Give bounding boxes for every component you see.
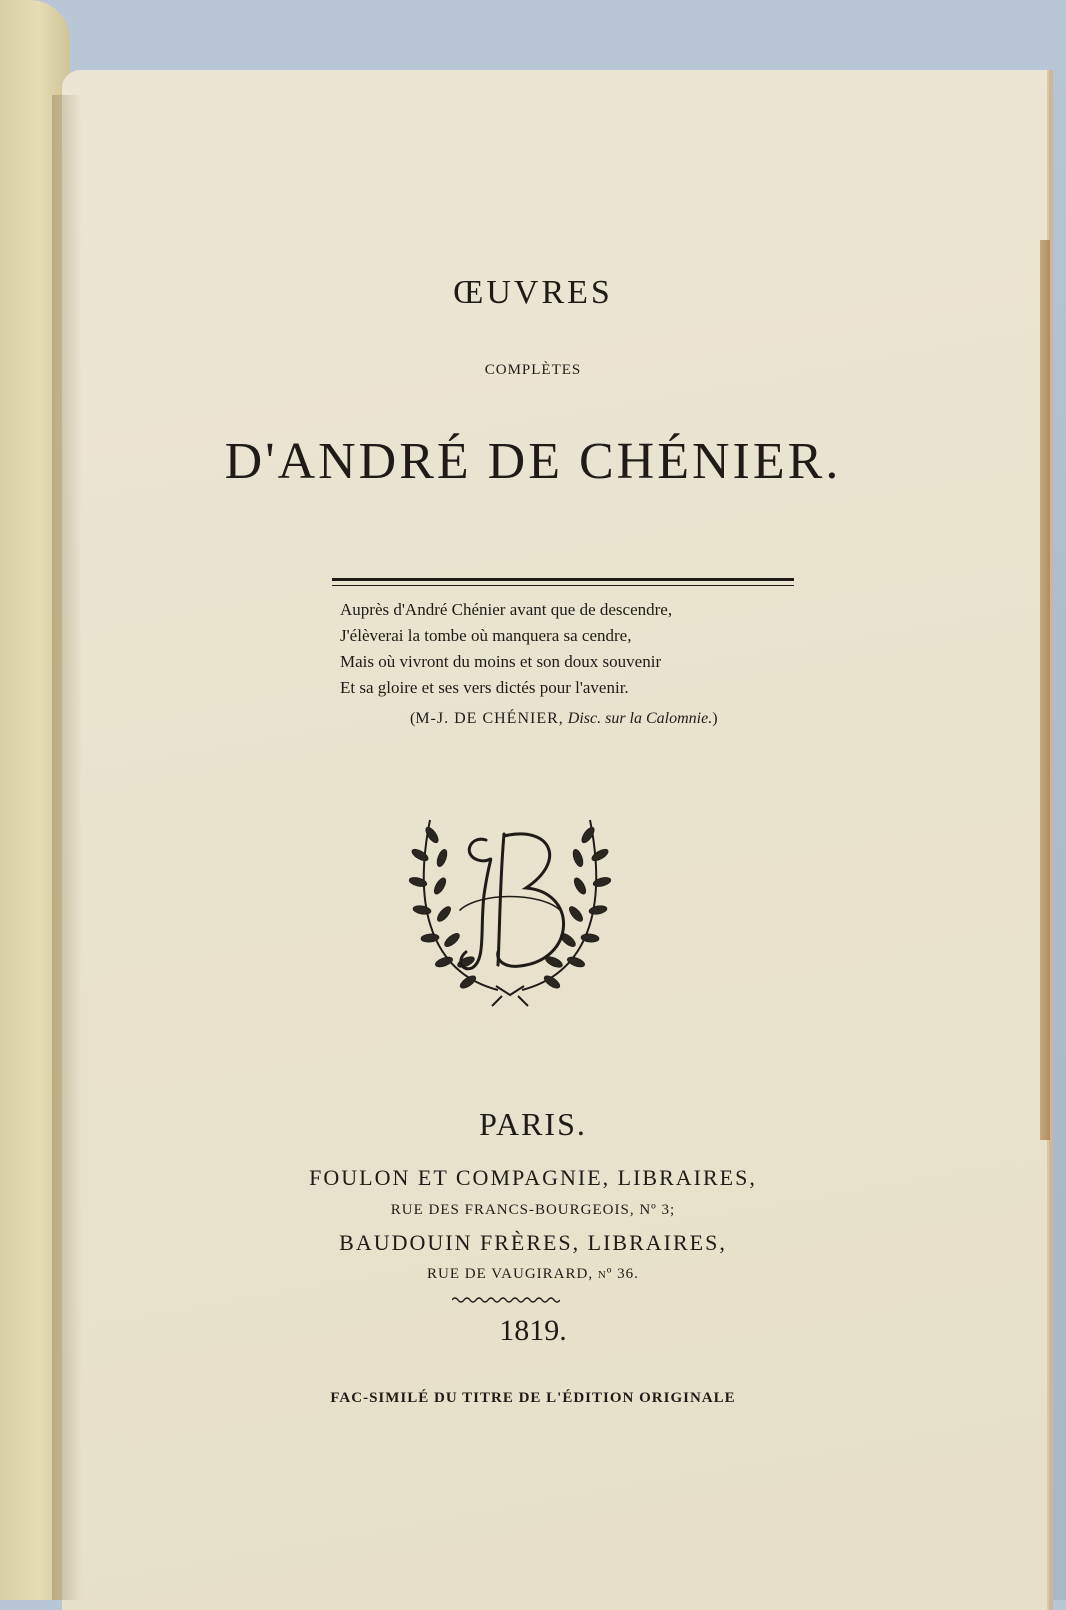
epigraph-citation bbox=[410, 710, 718, 728]
book-title: ŒUVRES bbox=[453, 274, 613, 311]
verse-line: Et sa gloire et ses vers dictés pour l'avenir. bbox=[340, 678, 629, 697]
citation-open: ( bbox=[410, 710, 416, 727]
citation-author: M-J. DE CHÉNIER, bbox=[415, 710, 564, 727]
address-line-1: RUE DES FRANCS-BOURGEOIS, Nº 3; bbox=[390, 1202, 676, 1218]
wavy-ornament-rule bbox=[452, 1295, 560, 1305]
citation-close: ) bbox=[712, 710, 718, 727]
citation-work: Disc. sur la Calomnie. bbox=[567, 710, 713, 727]
publisher-line-1: FOULON ET COMPAGNIE, LIBRAIRES, bbox=[309, 1165, 757, 1190]
publisher-line-2: BAUDOUIN FRÈRES, LIBRAIRES, bbox=[339, 1230, 727, 1255]
imprint-city: PARIS. bbox=[479, 1106, 587, 1142]
facsimile-note: FAC-SIMILÉ DU TITRE DE L'ÉDITION ORIGINALE bbox=[330, 1390, 736, 1406]
verse-line: J'élèverai la tombe où manquera sa cendre, bbox=[340, 626, 632, 645]
page-gutter-shadow bbox=[52, 95, 82, 1600]
verse-line: Auprès d'André Chénier avant que de descendre, bbox=[340, 600, 673, 619]
author-name: D'ANDRÉ DE CHÉNIER. bbox=[224, 433, 842, 490]
thin-rule bbox=[332, 585, 794, 586]
laurel-monogram-emblem bbox=[400, 800, 620, 1020]
thick-rule bbox=[332, 578, 794, 581]
publication-year: 1819. bbox=[499, 1314, 567, 1347]
book-subtitle: COMPLÈTES bbox=[484, 362, 582, 378]
epigraph-verse bbox=[340, 597, 780, 701]
verse-line: Mais où vivront du moins et son doux souvenir bbox=[340, 652, 662, 671]
address-line-2: RUE DE VAUGIRARD, nº 36. bbox=[427, 1266, 639, 1282]
